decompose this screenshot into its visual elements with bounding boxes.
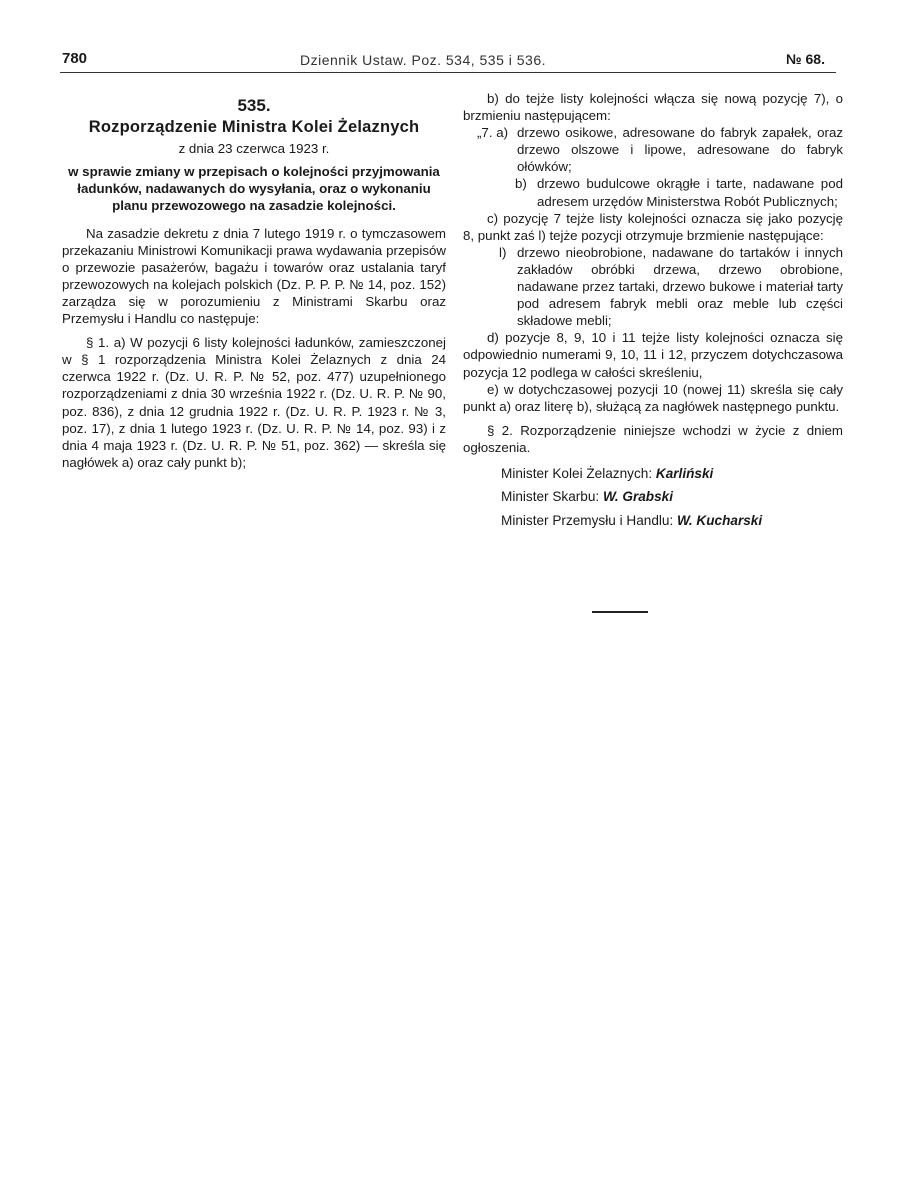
signature-name: Karliński	[655, 465, 714, 481]
left-column	[62, 97, 446, 471]
position-number: 535.	[237, 96, 271, 115]
act-date: z dnia 23 czerwca 1923 r.	[178, 141, 330, 157]
signature-line	[463, 509, 843, 533]
signature-role: Minister Kolei Żelaznych:	[501, 465, 653, 481]
signature-line	[463, 462, 843, 486]
act-subject: w sprawie zmiany w przepisach o kolejności przyjmowania ładunków, nadawanych do wysyłania, oraz o wykonaniu planu przewozowego na zasadzie kolejności.	[68, 164, 440, 214]
running-head: Dziennik Ustaw. Poz. 534, 535 i 536.	[300, 52, 547, 68]
amendment-e: e) w dotychczasowej pozycji 10 (nowej 11) skreśla się cały punkt a) oraz literę b), służącą za nagłówek następnego punktu.	[463, 381, 843, 414]
header-rule	[60, 72, 836, 73]
item-7b-label: b)	[515, 176, 527, 192]
signature-line	[463, 485, 843, 509]
amendment-c: c) pozycję 7 tejże listy kolejności oznacza się jako pozycję 8, punkt zaś l) tejże pozycji otrzymuje brzmienie następujące:	[463, 210, 843, 243]
item-7a-label: „7. a)	[477, 125, 509, 141]
signature-name: W. Grabski	[603, 489, 673, 505]
amendment-d: d) pozycje 8, 9, 10 i 11 tejże listy kolejności oznacza się odpowiednio numerami 9, 10, 11 i 12, przyczem dotychczasowa pozycja 12 podlega w całości skreśleniu,	[463, 330, 843, 380]
item-l	[463, 244, 843, 329]
item-l-label: l)	[499, 244, 507, 260]
signature-role: Minister Przemysłu i Handlu:	[501, 512, 674, 528]
end-rule	[592, 611, 648, 613]
signature-name: W. Kucharski	[677, 512, 763, 528]
act-title: Rozporządzenie Ministra Kolei Żelaznych	[88, 118, 420, 137]
item-7b-text: drzewo budulcowe okrągłe i tarte, nadawane pod adresem urzędów Ministerstwa Robót Publicznych;	[537, 176, 843, 209]
section-1: § 1. a) W pozycji 6 listy kolejności ładunków, zamieszczonej w § 1 rozporządzenia Ministra Kolei Żelaznych z dnia 24 czerwca 1922 r. (Dz. U. R. P. № 52, poz. 477) uzupełnionego rozporządzeniami z dnia 30 września 1922 r. (Dz. U. R. P. № 90, poz. 836), z dnia 12 grudnia 1922 r. (Dz. U. R. P. 1923 r. № 3, poz. 17), z dnia 1 lutego 1923 r. (Dz. U. R. P. № 14, poz. 93) i z dnia 4 maja 1923 r. (Dz. U. R. P. № 51, poz. 362) — skreśla się nagłówek a) oraz cały punkt b);	[62, 335, 446, 470]
amendment-b: b) do tejże listy kolejności włącza się nową pozycję 7), o brzmieniu następującem:	[463, 91, 843, 124]
signature-role: Minister Skarbu:	[501, 489, 600, 505]
item-7a	[463, 124, 843, 175]
item-7a-text: drzewo osikowe, adresowane do fabryk zapałek, oraz drzewo olszowe i lipowe, adresowane do fabryk ołówków;	[517, 125, 843, 175]
item-l-text: drzewo nieobrobione, nadawane do tartaków i innych zakładów obróbki drzewa, drzewo obrobione, nadawane przez tartaki, drzewo bukowe i materiał tarty pod adresem fabryk mebli oraz meble lub części składowe mebli;	[517, 244, 843, 329]
section-2: § 2. Rozporządzenie niniejsze wchodzi w życie z dniem ogłoszenia.	[463, 422, 843, 455]
preamble: Na zasadzie dekretu z dnia 7 lutego 1919 r. o tymczasowem przekazaniu Ministrowi Komunikacji prawa wydawania przepisów o przewozie pasażerów, bagażu i towarów oraz ustalania taryf przewozowych na kolejach polskich (Dz. P. P. P. № 14, poz. 152) zarządza się w porozumieniu z Ministrami Skarbu oraz Przemysłu i Handlu co następuje:	[62, 225, 446, 327]
item-7b	[463, 175, 843, 209]
right-column	[463, 90, 843, 532]
page-number: 780	[62, 50, 88, 67]
issue-number: № 68.	[786, 51, 825, 67]
